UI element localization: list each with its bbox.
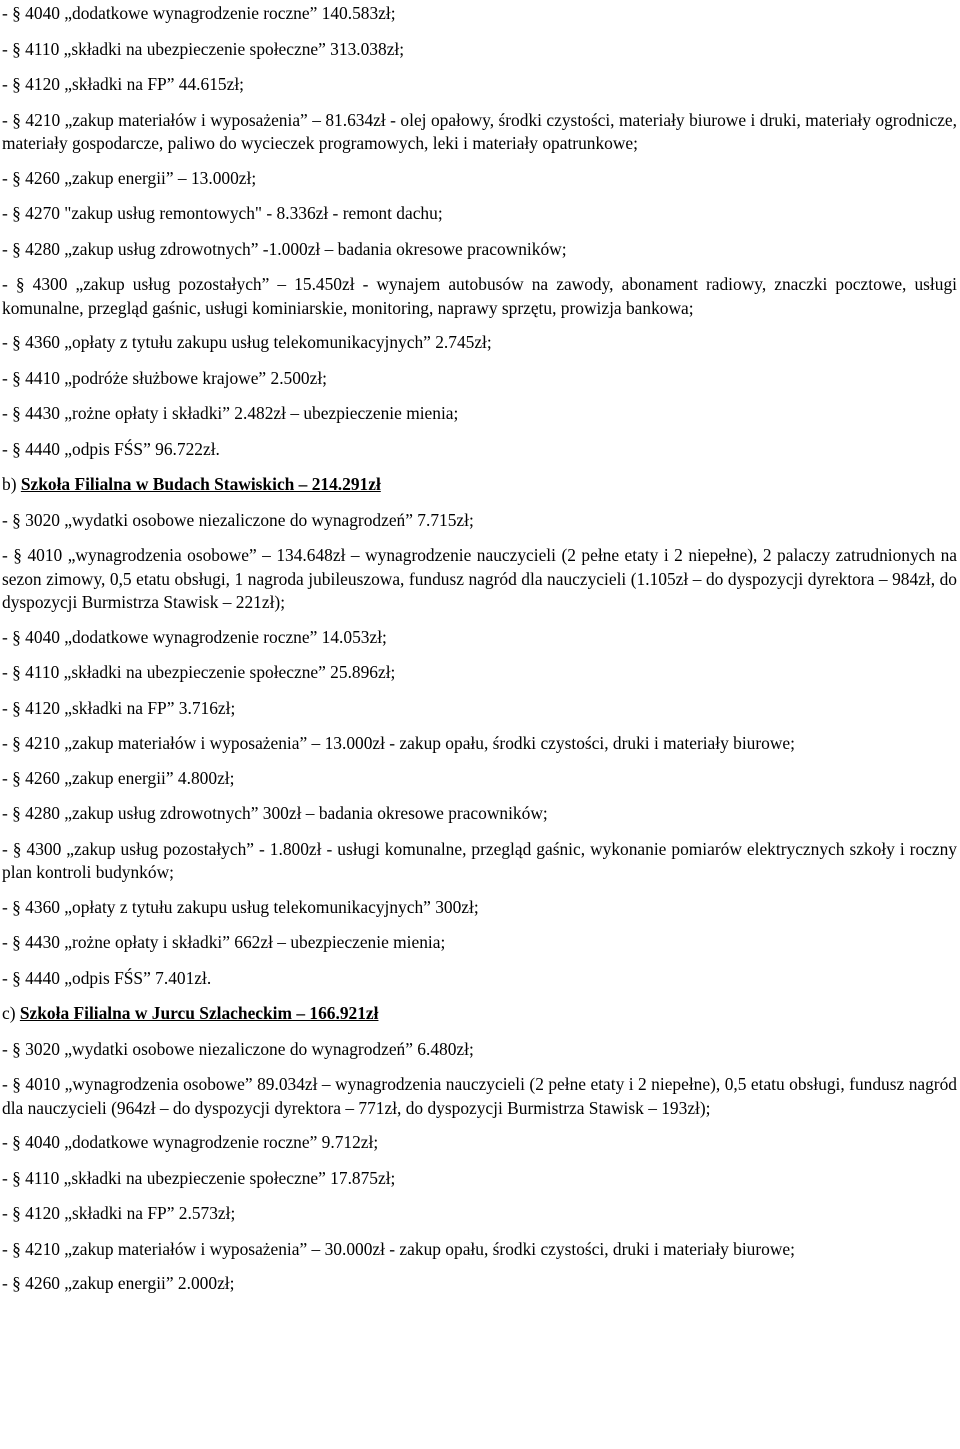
budget-line-4260: - § 4260 „zakup energii” 4.800zł; [2,767,235,788]
section-title-b: Szkoła Filialna w Budach Stawiskich – 214.291zł [20,474,381,494]
budget-line-4210: - § 4210 „zakup materiałów i wyposażenia” – 30.000zł - zakup opału, środki czystości, druki i materiały biurowe; [2,1238,795,1259]
budget-line-4120: - § 4120 „składki na FP” 2.573zł; [2,1203,236,1223]
budget-line-4270: - § 4270 "zakup usług remontowych" - 8.336zł - remont dachu; [2,203,443,223]
budget-line-4110: - § 4110 „składki na ubezpieczenie społeczne” 25.896zł; [2,662,396,682]
budget-line-4010: - § 4010 „wynagrodzenia osobowe” – 134.648zł – wynagrodzenie nauczycieli (2 pełne etaty i 2 niepełne), 2 palaczy zatrudnionych na sezon zimowy, 0,5 etatu obsługi, 1 nagroda jubileuszowa, fundusz nagród dla nauczycieli (1.105zł – do dyspozycji dyrektora – 984zł, do dyspozycji Burmistrza Stawisk – 221zł); [2,545,957,612]
budget-line-4040: - § 4040 „dodatkowe wynagrodzenie roczne” 140.583zł; [2,3,396,23]
section-label-c: c) [2,1003,20,1023]
budget-line-3020: - § 3020 „wydatki osobowe niezaliczone do wynagrodzeń” 6.480zł; [2,1038,474,1059]
budget-line-3020: - § 3020 „wydatki osobowe niezaliczone do wynagrodzeń” 7.715zł; [2,509,474,530]
budget-line-4120: - § 4120 „składki na FP” 44.615zł; [2,74,244,94]
budget-line-4210: - § 4210 „zakup materiałów i wyposażenia” – 81.634zł - olej opałowy, środki czystości, materiały biurowe i druki, materiały ogrodnicze, materiały gospodarcze, paliwo do wycieczek programowych, leki i materiały opatrunkowe; [2,109,957,153]
budget-line-4300: - § 4300 „zakup usług pozostałych” – 15.450zł - wynajem autobusów na zawody, abonament radiowy, znaczki pocztowe, usługi komunalne, przegląd gaśnic, usługi kominiarskie, monitoring, naprawy sprzętu, prowizja bankowa; [2,274,957,318]
budget-line-4040: - § 4040 „dodatkowe wynagrodzenie roczne” 9.712zł; [2,1132,379,1152]
budget-line-4280: - § 4280 „zakup usług zdrowotnych” 300zł – badania okresowe pracowników; [2,803,548,823]
budget-line-4110: - § 4110 „składki na ubezpieczenie społeczne” 17.875zł; [2,1167,396,1188]
budget-line-4040: - § 4040 „dodatkowe wynagrodzenie roczne” 14.053zł; [2,626,387,647]
section-heading-c [2,1002,957,1026]
budget-line-4280: - § 4280 „zakup usług zdrowotnych” -1.000zł – badania okresowe pracowników; [2,238,567,259]
budget-line-4260: - § 4260 „zakup energii” 2.000zł; [2,1273,235,1293]
budget-line-4410: - § 4410 „podróże służbowe krajowe” 2.500zł; [2,367,328,388]
budget-line-4260: - § 4260 „zakup energii” – 13.000zł; [2,167,257,188]
budget-line-4300: - § 4300 „zakup usług pozostałych” - 1.800zł - usługi komunalne, przegląd gaśnic, wykonanie pomiarów elektrycznych szkoły i roczny plan kontroli budynków; [2,838,957,882]
section-label-b: b) [2,474,21,494]
budget-line-4120: - § 4120 „składki na FP” 3.716zł; [2,697,236,718]
section-heading-b [2,473,957,497]
budget-line-4440: - § 4440 „odpis FŚS” 96.722zł. [2,438,220,459]
budget-line-4430: - § 4430 „rożne opłaty i składki” 662zł – ubezpieczenie mienia; [2,932,446,952]
budget-document [2,2,957,1296]
budget-line-4440: - § 4440 „odpis FŚS” 7.401zł. [2,967,212,988]
budget-line-4430: - § 4430 „rożne opłaty i składki” 2.482zł – ubezpieczenie mienia; [2,403,459,423]
budget-line-4210: - § 4210 „zakup materiałów i wyposażenia” – 13.000zł - zakup opału, środki czystości, druki i materiały biurowe; [2,733,795,753]
budget-line-4010: - § 4010 „wynagrodzenia osobowe” 89.034zł – wynagrodzenia nauczycieli (2 pełne etaty i 2 niepełne), 0,5 etatu obsługi, fundusz nagród dla nauczycieli (964zł – do dyspozycji dyrektora – 771zł, do dyspozycji Burmistrza Stawisk – 193zł); [2,1074,957,1118]
budget-line-4360: - § 4360 „opłaty z tytułu zakupu usług telekomunikacyjnych” 300zł; [2,896,479,917]
section-title-c: Szkoła Filialna w Jurcu Szlacheckim – 166.921zł [19,1003,379,1023]
budget-line-4360: - § 4360 „opłaty z tytułu zakupu usług telekomunikacyjnych” 2.745zł; [2,332,492,352]
budget-line-4110: - § 4110 „składki na ubezpieczenie społeczne” 313.038zł; [2,38,405,59]
